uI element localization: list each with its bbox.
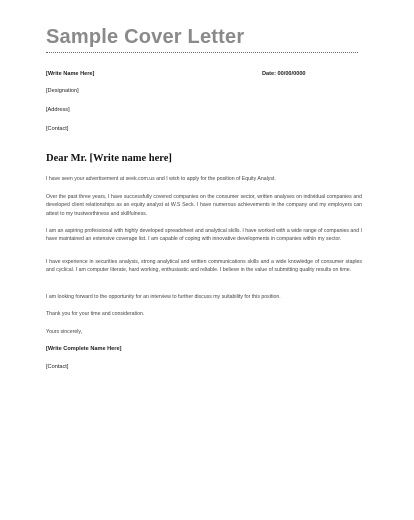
paragraph-thanks: Thank you for your time and consideration. xyxy=(46,311,145,317)
signature-name: [Write Complete Name Here] xyxy=(46,346,122,352)
signature-contact: [Contact] xyxy=(46,364,69,370)
address-field: [Address] xyxy=(46,107,70,113)
sender-name-field: [Write Name Here] xyxy=(46,71,95,77)
title-divider xyxy=(46,52,358,53)
date-field: Date: 00/00/0000 xyxy=(262,71,306,77)
closing: Yours sincerely, xyxy=(46,329,83,335)
paragraph-expertise: I have experience in securities analysis, strong analytical and written communications skills and a wide knowledge of consumer staples and cyclical. I am computer literate, hard working, enthusiastic and reliable. I believe in the value of submitting quality results on time. xyxy=(46,259,362,274)
paragraph-skills: I am an aspiring professional with highly developed spreadsheet and analytical skills. I have worked with a wide range of companies and I have maintained an extensive coverage list. I am capable of coping with innovative developments in companies within my sector. xyxy=(46,228,362,243)
paragraph-interview: I am looking forward to the opportunity for an interview to further discuss my suitability for this position. xyxy=(46,294,281,300)
contact-field: [Contact] xyxy=(46,126,69,132)
salutation: Dear Mr. [Write name here] xyxy=(46,153,172,164)
paragraph-experience: Over the past three years, I have successfully covered companies on the consumer sector, written analyses on individual companies and developed client relationships as an equity analyst at W.S Seck. I have numerous achievements in the company and my employers can attest to my trustworthiness and skillfulness. xyxy=(46,194,362,217)
paragraph-intro: I have seen your advertisement at seek.com.us and I wish to apply for the position of Equity Analyst. xyxy=(46,176,276,182)
designation-field: [Designation] xyxy=(46,88,79,94)
document-title: Sample Cover Letter xyxy=(46,26,245,48)
